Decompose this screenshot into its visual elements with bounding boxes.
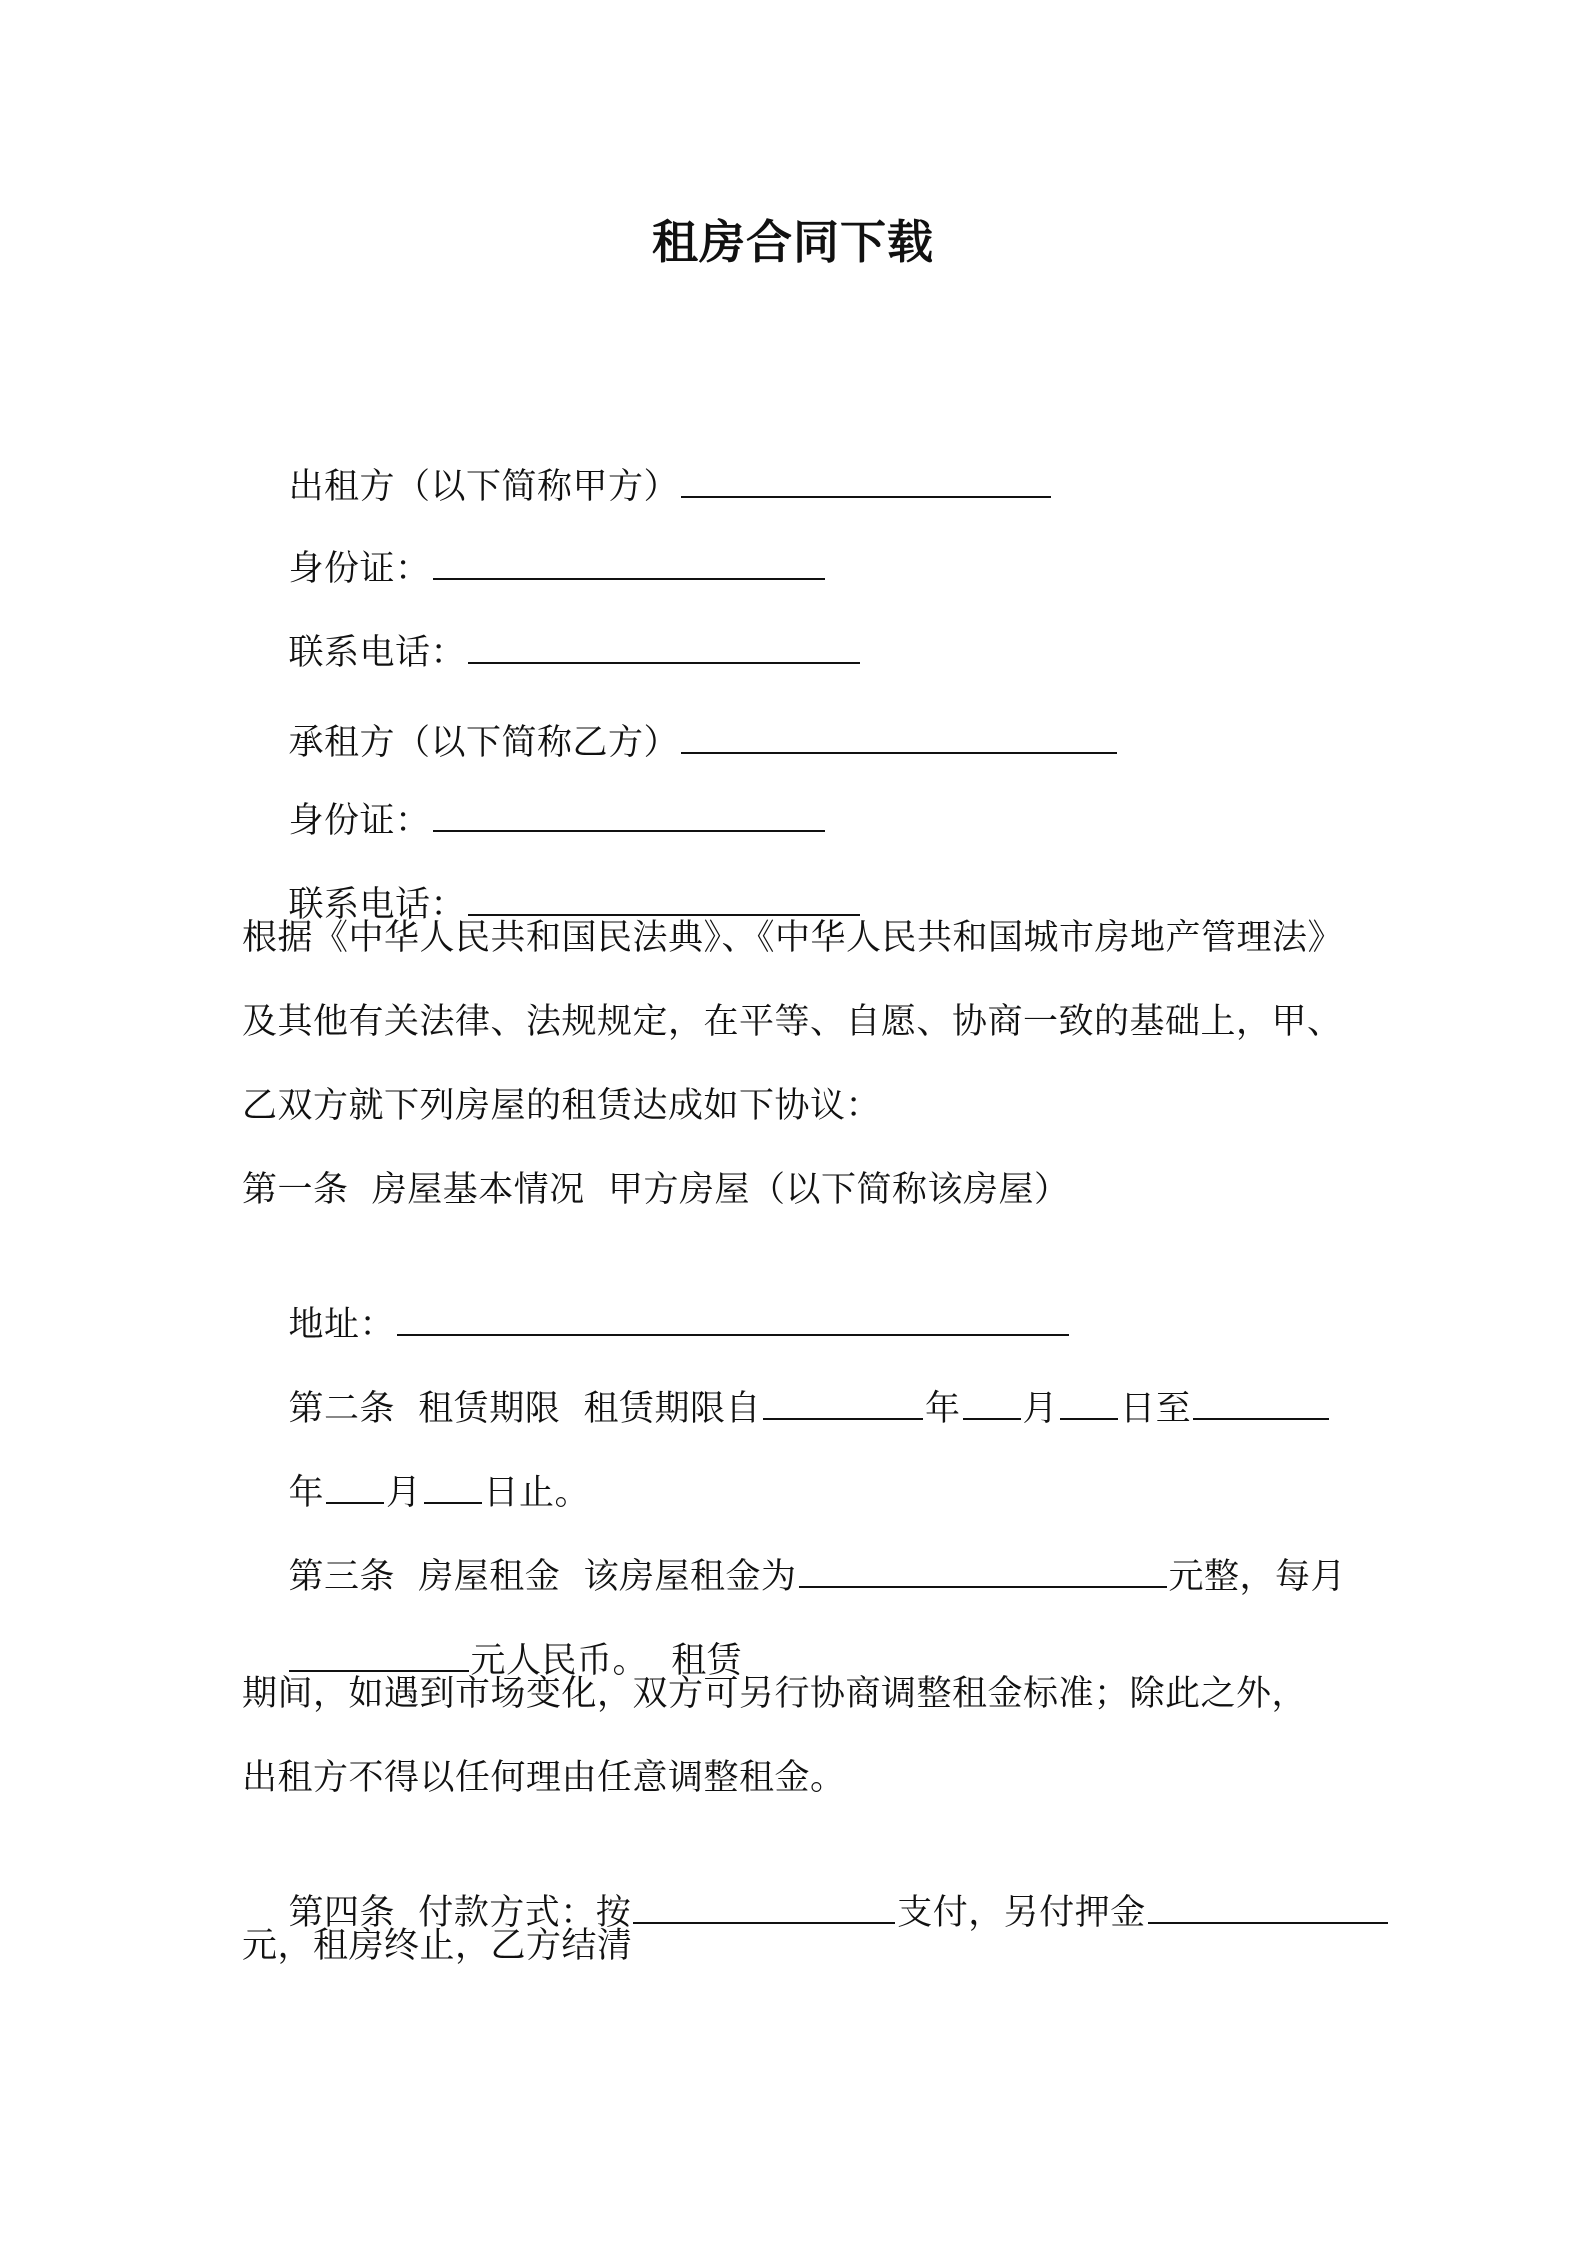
article-3-suffix: 元整，每月 (1168, 1557, 1347, 1597)
lessor-id-blank[interactable] (433, 542, 825, 580)
lessee-phone-label: 联系电话： (288, 885, 467, 925)
lessee-id-label: 身份证： (288, 801, 431, 841)
end-day-blank[interactable] (424, 1466, 482, 1504)
lessor-id-label: 身份证： (288, 549, 431, 589)
lessee-id-blank[interactable] (433, 794, 825, 832)
lessee-phone-blank[interactable] (468, 878, 860, 916)
end-month-blank[interactable] (326, 1466, 384, 1504)
article-3-line2-suffix: 元人民币。 租赁 (470, 1641, 743, 1681)
month-label: 月 (1022, 1389, 1059, 1429)
preamble-line-1: 根据《中华人民共和国民法典》、《中华人民共和国城市房地产管理法》 (242, 918, 1344, 958)
start-month-blank[interactable] (963, 1382, 1021, 1420)
day-to-label: 日至 (1120, 1389, 1192, 1429)
article-2-prefix: 第二条 租赁期限 租赁期限自 (288, 1389, 762, 1429)
article-4-prefix: 第四条 付款方式：按 (288, 1893, 632, 1933)
lessor-phone-blank[interactable] (468, 626, 860, 664)
document-title: 租房合同下载 (652, 215, 934, 269)
end-day-label: 日止。 (483, 1473, 591, 1513)
lessee-label: 承租方（以下简称乙方） (288, 723, 680, 763)
article-4-mid: 支付，另付押金 (897, 1893, 1146, 1933)
article-4-line-2: 元，租房终止，乙方结清 (242, 1926, 633, 1966)
start-year-blank[interactable] (763, 1382, 923, 1420)
lessor-label: 出租方（以下简称甲方） (288, 467, 680, 507)
article-3-line-4: 出租方不得以任何理由任意调整租金。 (242, 1758, 846, 1798)
lessor-phone-label: 联系电话： (288, 633, 467, 673)
lessor-name-blank[interactable] (681, 460, 1051, 498)
preamble-line-3: 乙双方就下列房屋的租赁达成如下协议： (242, 1086, 882, 1126)
end-year-blank[interactable] (1193, 1382, 1329, 1420)
year-label: 年 (925, 1389, 961, 1429)
article-3-prefix: 第三条 房屋租金 该房屋租金为 (288, 1557, 797, 1597)
deposit-blank[interactable] (1148, 1886, 1388, 1924)
start-day-blank[interactable] (1060, 1382, 1118, 1420)
address-blank[interactable] (397, 1298, 1069, 1336)
preamble-line-2: 及其他有关法律、法规规定，在平等、自愿、协商一致的基础上，甲、 (242, 1002, 1343, 1042)
end-month-label: 月 (386, 1473, 422, 1513)
address-label: 地址： (288, 1305, 396, 1345)
monthly-rent-blank[interactable] (289, 1634, 469, 1672)
payment-method-blank[interactable] (633, 1886, 895, 1924)
end-year-label: 年 (288, 1473, 325, 1513)
article-3-line-3: 期间，如遇到市场变化，双方可另行协商调整租金标准；除此之外， (242, 1674, 1308, 1714)
article-1-heading: 第一条 房屋基本情况 甲方房屋（以下简称该房屋） (242, 1170, 1070, 1210)
total-rent-blank[interactable] (799, 1550, 1167, 1588)
